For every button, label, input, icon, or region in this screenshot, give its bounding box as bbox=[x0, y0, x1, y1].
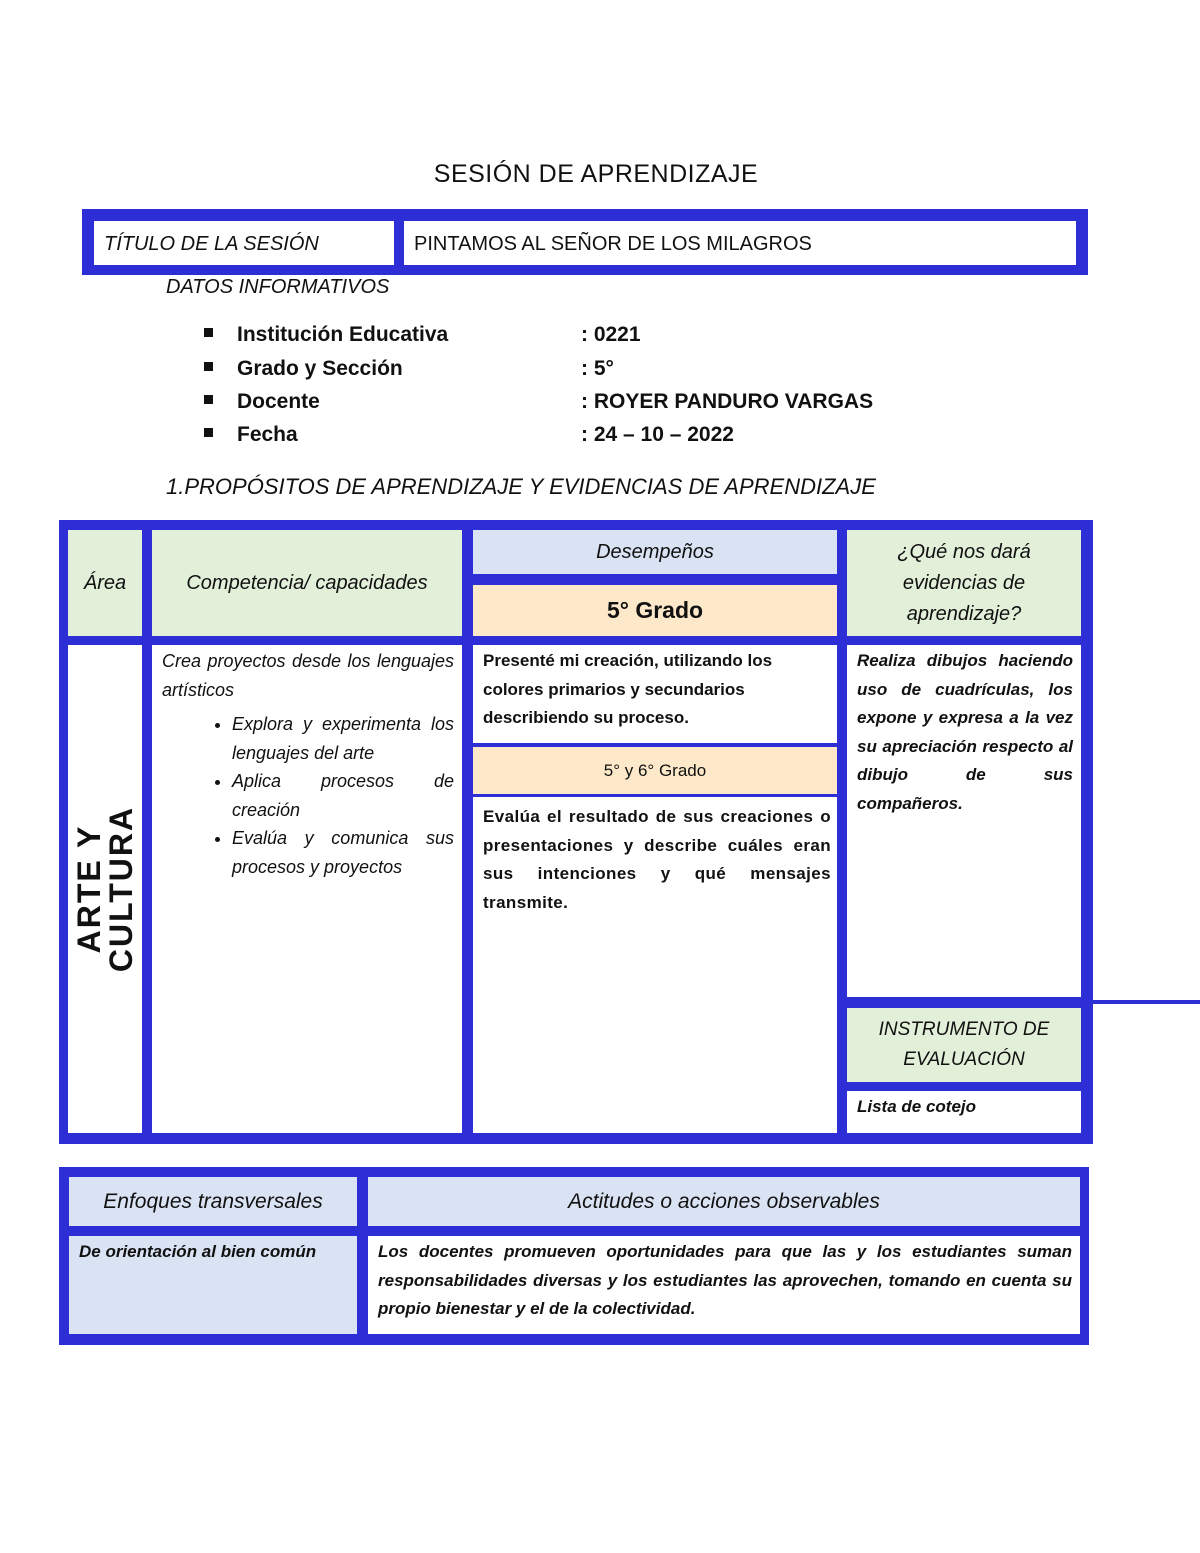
info-value: : 0221 bbox=[581, 323, 641, 346]
enfoque-text: De orientación al bien común bbox=[79, 1242, 317, 1261]
desempeno-56-cell bbox=[473, 797, 837, 1133]
header-desempenos: Desempeños bbox=[473, 530, 837, 574]
competencia-cell bbox=[152, 645, 462, 1133]
area-cell bbox=[68, 645, 142, 1133]
square-bullet-icon bbox=[204, 362, 213, 371]
decorative-line bbox=[1090, 1000, 1200, 1004]
area-name bbox=[73, 806, 137, 972]
header-area: Área bbox=[68, 530, 142, 636]
header-grado-5: 5° Grado bbox=[473, 585, 837, 636]
list-item: • Aplica procesos de creación bbox=[232, 767, 454, 824]
desempeno-56-text: Evalúa el resultado de sus creaciones o presentaciones y describe cuáles eran sus intenciones y qué mensajes transmite. bbox=[483, 807, 831, 912]
instrumento-text: Lista de cotejo bbox=[857, 1097, 977, 1116]
header-competencia: Competencia/ capacidades bbox=[152, 530, 462, 636]
desempeno-5-cell bbox=[473, 645, 837, 743]
list-item: • Evalúa y comunica sus procesos y proyectos bbox=[232, 824, 454, 881]
area-name-line2: CULTURA bbox=[103, 805, 139, 973]
area-name-line1: ARTE Y bbox=[71, 824, 107, 954]
evidencia-text: Realiza dibujos haciendo uso de cuadrículas, los expone y expresa a la vez su apreciación respecto al dibujo de sus compañeros. bbox=[857, 651, 1073, 813]
session-title-value: PINTAMOS AL SEÑOR DE LOS MILAGROS bbox=[404, 221, 1076, 265]
info-label: Fecha bbox=[237, 423, 298, 446]
actitud-cell bbox=[368, 1236, 1080, 1334]
info-label: Grado y Sección bbox=[237, 357, 403, 380]
info-value: : 5° bbox=[581, 357, 614, 380]
header-evidencias: ¿Qué nos dará evidencias de aprendizaje? bbox=[847, 530, 1081, 636]
info-label: Docente bbox=[237, 390, 320, 413]
header-instrumento: INSTRUMENTO DE EVALUACIÓN bbox=[847, 1008, 1081, 1082]
header-grado-56: 5° y 6° Grado bbox=[473, 747, 837, 794]
header-enfoques: Enfoques transversales bbox=[69, 1177, 357, 1226]
page-title: SESIÓN DE APRENDIZAJE bbox=[433, 160, 759, 188]
datos-heading: DATOS INFORMATIVOS bbox=[166, 276, 390, 298]
list-item: • Explora y experimenta los lenguajes del arte bbox=[232, 710, 454, 767]
info-label: Institución Educativa bbox=[237, 323, 449, 346]
competencia-text: Crea proyectos desde los lenguajes artísticos bbox=[162, 651, 454, 700]
enfoque-cell bbox=[69, 1236, 357, 1334]
capacidades-list bbox=[162, 710, 454, 881]
square-bullet-icon bbox=[204, 395, 213, 404]
desempeno-5-text: Presenté mi creación, utilizando los colores primarios y secundarios describiendo su proceso. bbox=[483, 651, 773, 727]
square-bullet-icon bbox=[204, 328, 213, 337]
info-value: : 24 – 10 – 2022 bbox=[581, 423, 734, 446]
instrumento-cell bbox=[847, 1091, 1081, 1133]
header-actitudes: Actitudes o acciones observables bbox=[368, 1177, 1080, 1226]
actitud-text: Los docentes promueven oportunidades para que las y los estudiantes suman responsabilidades diversas y los estudiantes las aprovechen, tomando en cuenta su propio bienestar y el de la colectividad. bbox=[378, 1242, 1072, 1318]
info-value: : ROYER PANDURO VARGAS bbox=[581, 390, 874, 413]
evidencia-cell bbox=[847, 645, 1081, 997]
section1-title: 1.PROPÓSITOS DE APRENDIZAJE Y EVIDENCIAS DE APRENDIZAJE bbox=[166, 474, 876, 499]
square-bullet-icon bbox=[204, 428, 213, 437]
session-title-label: TÍTULO DE LA SESIÓN bbox=[94, 221, 394, 265]
